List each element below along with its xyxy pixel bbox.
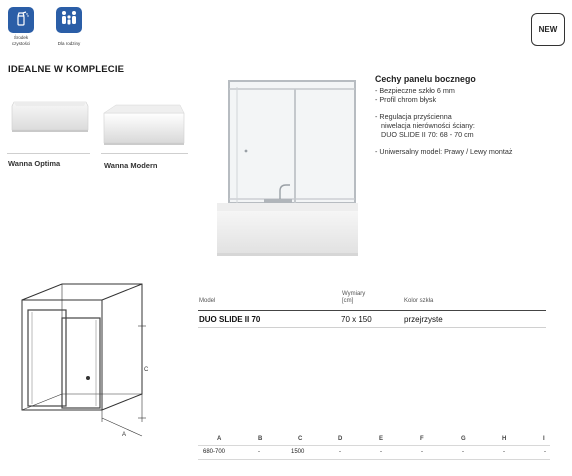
feature-line: DUO SLIDE II 70: 68 - 70 cm <box>381 130 474 139</box>
dim-value: - <box>544 449 546 455</box>
dim-value: - <box>421 449 423 455</box>
dim-header: B <box>258 436 263 442</box>
feature-line: niwelacja nierówności ściany: <box>381 121 475 130</box>
dim-header-rule <box>198 445 550 446</box>
drawing-label-a: A <box>122 432 127 438</box>
bathtub-modern-image <box>102 103 186 154</box>
family-badge <box>56 7 82 33</box>
spec-dimensions-value: 70 x 150 <box>341 315 372 324</box>
technical-drawing <box>18 282 168 447</box>
product-divider <box>101 153 188 154</box>
feature-line: - Profil chrom błysk <box>375 95 437 104</box>
feature-line: - Regulacja przyścienna <box>375 112 452 121</box>
spec-row-rule <box>198 327 546 328</box>
dim-value: - <box>258 449 260 455</box>
new-badge: NEW <box>531 13 565 46</box>
dim-value: - <box>462 449 464 455</box>
spec-header-dimensions: Wymiary [cm] <box>342 291 366 304</box>
dim-value: - <box>503 449 505 455</box>
product-name: Wanna Modern <box>104 161 158 170</box>
spec-glass-value: przejrzyste <box>404 315 443 324</box>
features-title: Cechy panelu bocznego <box>375 74 476 84</box>
spec-header-glass: Kolor szkła <box>404 298 434 304</box>
dim-value: - <box>380 449 382 455</box>
drawing-label-c: C <box>144 367 149 373</box>
dim-header: D <box>338 436 343 442</box>
bathtub-optima-image <box>10 96 90 141</box>
spray-bottle-icon <box>12 9 30 32</box>
dim-header: H <box>502 436 507 442</box>
spec-model-value: DUO SLIDE II 70 <box>199 315 261 324</box>
section-title: IDEALNE W KOMPLECIE <box>8 64 125 75</box>
dim-value: - <box>339 449 341 455</box>
dim-row-rule <box>198 459 550 460</box>
dim-header: F <box>420 436 424 442</box>
product-name: Wanna Optima <box>8 159 61 168</box>
dim-header: A <box>217 436 222 442</box>
dim-header: C <box>298 436 303 442</box>
dim-value: 1500 <box>291 449 305 455</box>
dim-header: G <box>461 436 466 442</box>
spec-header-model: Model <box>199 298 216 304</box>
product-divider <box>7 153 90 154</box>
shower-screen-photo <box>210 75 366 266</box>
dim-header: I <box>543 436 545 442</box>
cleaning-agent-badge <box>8 7 34 33</box>
feature-line: - Bezpieczne szkło 6 mm <box>375 86 455 95</box>
family-icon <box>59 9 79 32</box>
spec-header-rule <box>198 310 546 311</box>
cleaning-agent-label: Środek czystości <box>11 35 31 46</box>
features-panel <box>375 74 565 156</box>
feature-line: - Uniwersalny model: Prawy / Lewy montaż <box>375 147 513 156</box>
dim-value: 680-700 <box>203 449 226 455</box>
dim-header: E <box>379 436 384 442</box>
family-label: Dla rodziny <box>57 41 81 46</box>
